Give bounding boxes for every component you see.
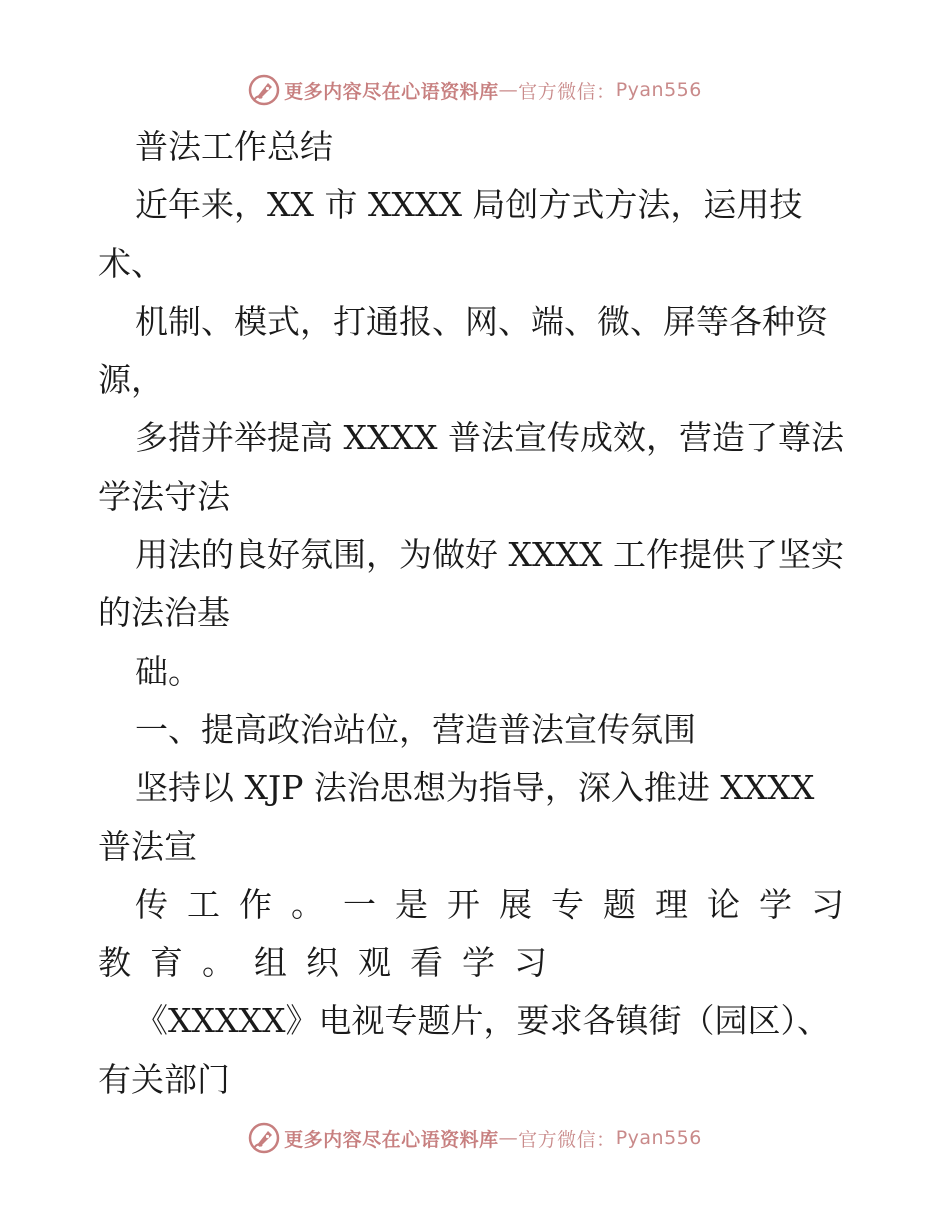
- section-heading: 一、提高政治站位，营造普法宣传氛围: [135, 709, 696, 749]
- text-line: 近年来，XX 市 XXXX 局创方式方法，运用技: [135, 185, 803, 225]
- text-line: 多措并举提高 XXXX 普法宣传成效，营造了尊法: [135, 418, 844, 458]
- text-line: 有关部门: [98, 1059, 230, 1099]
- footer-watermark-banner: [0, 1118, 950, 1158]
- banner-brand-text: 更多内容尽在心语资料库: [284, 1128, 499, 1151]
- pen-nib-logo-icon: [248, 1122, 280, 1154]
- banner-dash: —: [498, 79, 519, 101]
- pen-nib-logo-icon: [248, 74, 280, 106]
- text-line: 《XXXXX》电视专题片，要求各镇街（园区）、: [135, 1001, 830, 1041]
- banner-brand-text: 更多内容尽在心语资料库: [284, 80, 499, 103]
- text-line: 传工作。一是开展专题理论学习: [135, 884, 863, 924]
- text-line: 的法治基: [98, 593, 230, 633]
- text-line: 学法守法: [98, 476, 230, 516]
- text-line: 用法的良好氛围，为做好 XXXX 工作提供了坚实: [135, 535, 844, 575]
- text-line: 术、: [98, 243, 164, 283]
- banner-dash: —: [498, 1127, 519, 1149]
- banner-wechat-label: 官方微信：: [518, 1128, 616, 1151]
- document-body: [98, 118, 863, 1109]
- header-watermark-banner: [0, 70, 950, 110]
- document-title: 普法工作总结: [135, 127, 333, 166]
- text-line: 机制、模式，打通报、网、端、微、屏等各种资: [135, 301, 828, 341]
- banner-wechat-id: Pyan556: [615, 79, 702, 101]
- banner-wechat-id: Pyan556: [615, 1127, 702, 1149]
- banner-wechat-label: 官方微信：: [518, 80, 616, 103]
- text-line: 坚持以 XJP 法治思想为指导，深入推进 XXXX: [135, 768, 815, 808]
- text-line: 础。: [135, 651, 201, 691]
- text-line: 教育。组织观看学习: [98, 943, 566, 983]
- text-line: 普法宣: [98, 826, 197, 866]
- text-line: 源，: [98, 360, 164, 400]
